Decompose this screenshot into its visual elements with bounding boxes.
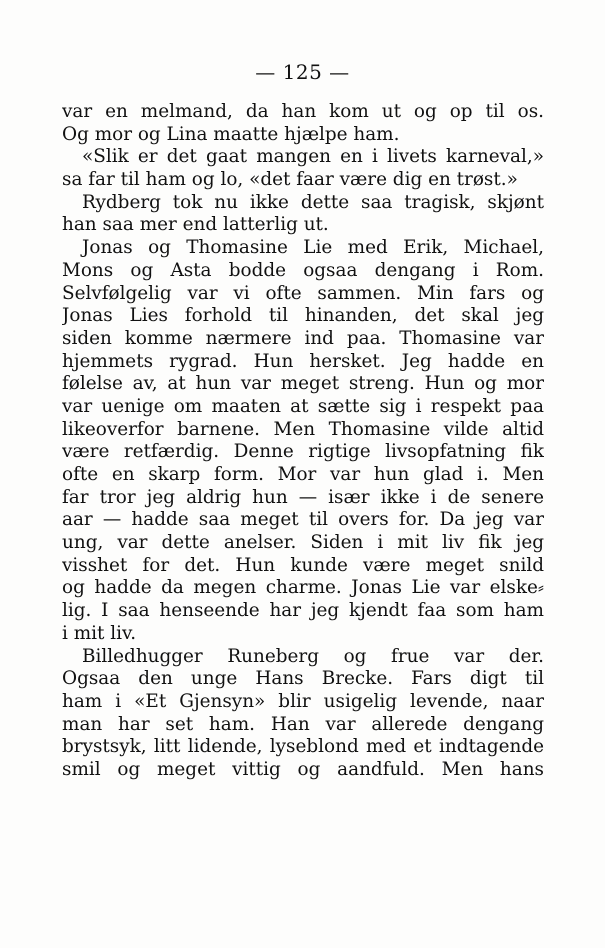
text-line: aar — hadde saa meget til overs for. Da jeg var <box>62 509 544 531</box>
text-line: hjemmets rygrad. Hun hersket. Jeg hadde en <box>62 350 544 372</box>
text-line: i mit liv. <box>62 622 137 644</box>
text-line: siden komme nærmere ind paa. Thomasine var <box>62 327 544 349</box>
text-line: Jonas og Thomasine Lie med Erik, Michael, <box>82 237 544 259</box>
page-number: — 125 — <box>255 60 350 84</box>
text-line: sa far til ham og lo, «det faar være dig en trøst.» <box>62 169 518 191</box>
text-line: Billedhugger Runeberg og frue var der. <box>82 645 544 667</box>
text-line: følelse av, at hun var meget streng. Hun og mor <box>62 373 544 395</box>
text-line: være retfærdig. Denne rigtige livsopfatning fik <box>62 441 544 463</box>
text-line: ung, var dette anelser. Siden i mit liv fik jeg <box>62 532 544 554</box>
text-line: Rydberg tok nu ikke dette saa tragisk, skjønt <box>82 191 544 213</box>
text-line: Selvfølgelig var vi ofte sammen. Min fars og <box>62 282 544 304</box>
text-line: ham i «Et Gjensyn» blir usigelig levende, naar <box>62 690 544 712</box>
text-line: Og mor og Lina maatte hjælpe ham. <box>62 123 400 145</box>
text-line: han saa mer end latterlig ut. <box>62 214 329 236</box>
text-line: likeoverfor barnene. Men Thomasine vilde altid <box>62 418 544 440</box>
text-line: Mons og Asta bodde ogsaa dengang i Rom. <box>62 259 544 281</box>
text-line: ofte en skarp form. Mor var hun glad i. Men <box>62 464 544 485</box>
body-text <box>62 101 544 782</box>
text-line: Jonas Lies forhold til hinanden, det skal jeg <box>62 305 544 327</box>
text-line: lig. I saa henseende har jeg kjendt faa som ham <box>62 600 544 622</box>
text-line: var en melmand, da han kom ut og op til os. <box>62 101 544 122</box>
text-line: smil og meget vittig og aandfuld. Men hans <box>62 758 544 780</box>
text-line: man har set ham. Han var allerede dengang <box>62 713 544 735</box>
text-line: Ogsaa den unge Hans Brecke. Fars digt til <box>62 668 544 690</box>
text-line: visshet for det. Hun kunde være meget snild <box>62 554 544 576</box>
text-line: var uenige om maaten at sætte sig i respekt paa <box>62 395 544 417</box>
text-line: «Slik er det gaat mangen en i livets karneval,» <box>82 146 544 168</box>
text-line: og hadde da megen charme. Jonas Lie var elske⸗ <box>62 577 544 599</box>
text-line: brystsyk, litt lidende, lyseblond med et indtagende <box>62 736 544 758</box>
text-line: far tror jeg aldrig hun — især ikke i de senere <box>62 486 544 508</box>
